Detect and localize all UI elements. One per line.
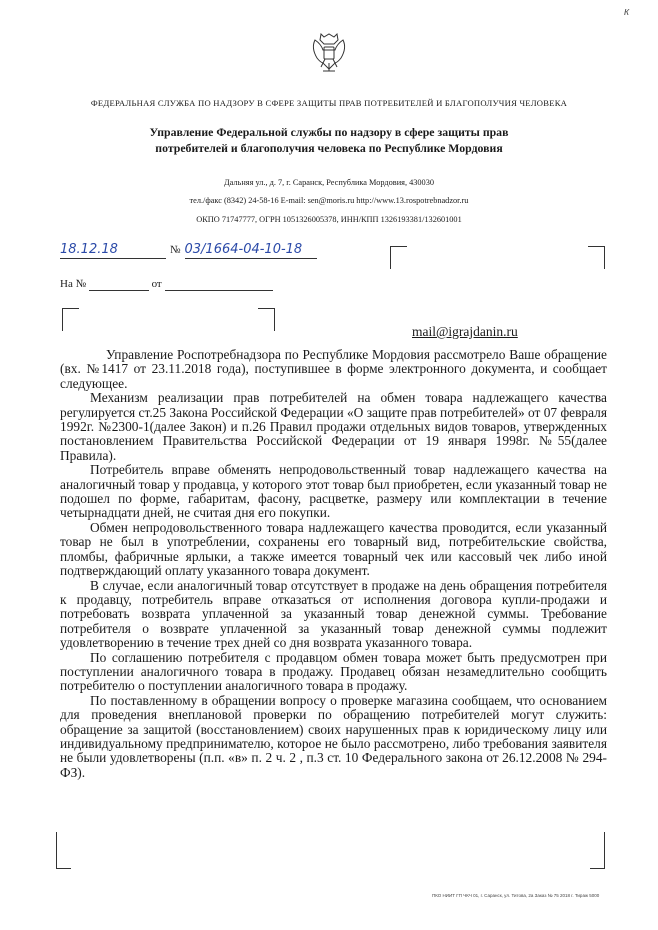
incoming-number-blank <box>89 278 149 291</box>
addressee-frame-top-right <box>258 308 275 331</box>
outgoing-number: 03/1664-04-10-18 <box>184 242 303 257</box>
department-title <box>60 124 598 156</box>
address-frame-top-right <box>588 246 605 269</box>
incoming-from-label: от <box>151 278 162 290</box>
contacts-line: тел./факс (8342) 24-58-16 E-mail: sen@moris.ru http://www.13.rospotrebnadzor.ru <box>189 196 469 205</box>
registry-line: ОКПО 71747777, ОГРН 1051326005378, ИНН/КПП 1326193381/132601001 <box>196 215 462 224</box>
incoming-number-label: На № <box>60 278 87 290</box>
paragraph-2: Механизм реализации прав потребителей на обмен товара надлежащего качества регулируется ст.25 Закона Российской Федерации «О защите прав потребителей» от 07 февраля 1992г. №2300-1(далее Закон) и п.26 Правил продажи отдельных видов товаров, утвержденных постановлением Правительства Российской Федерации от 19 января 1998г. №55(далее Правила). <box>60 390 607 463</box>
incoming-date-blank <box>165 278 273 291</box>
paragraph-6: По соглашению потребителя с продавцом обмен товара может быть предусмотрен при поступлении аналогичного товара в продажу. Продавец обязан незамедлительно сообщить потребителю о поступлении аналогичного товара в продажу. <box>60 649 607 694</box>
outgoing-number-field <box>185 240 317 259</box>
outgoing-date-field <box>60 240 166 259</box>
department-title-line-2: потребителей и благополучия человека по Республике Мордовия <box>155 141 503 155</box>
body-frame-bottom-left <box>56 832 71 869</box>
paragraph-1: Управление Роспотребнадзора по Республике Мордовия рассмотрело Ваше обращение (вх. №1417 от 23.11.2018 года), поступившее в форме электронного документа, и сообщает следующее. <box>60 347 607 391</box>
department-title-line-1: Управление Федеральной службы по надзору в сфере защиты прав <box>149 125 509 139</box>
outgoing-date: 18.12.18 <box>60 242 118 257</box>
address-line: Дальняя ул., д. 7, г. Саранск, Республика Мордовия, 430030 <box>223 178 435 187</box>
coat-of-arms-emblem-icon <box>309 30 349 76</box>
addressee-frame-top-left <box>62 308 79 331</box>
letter-body <box>60 348 607 780</box>
incoming-reference <box>60 278 273 291</box>
paragraph-4: Обмен непродовольственного товара надлежащего качества проводится, если указанный товар не был в употреблении, сохранены его товарный вид, потребительские свойства, пломбы, фабричные ярлыки, а также имеется товарный чек или кассовый чек либо иной подтверждающий оплату указанного товара документ. <box>60 519 607 579</box>
handwritten-corner-mark: к <box>624 6 630 18</box>
outgoing-reference <box>60 240 317 260</box>
outgoing-number-label: № <box>170 244 181 256</box>
print-footer: ПКО НИИТ ГП ЧКЧ 01, г. Саранск, ул. Титова, 2а Заказ № 75 2018 г. Тираж 5000 <box>432 893 600 898</box>
paragraph-3: Потребитель вправе обменять непродовольственный товар надлежащего качества на аналогичный товар у продавца, у которого этот товар был приобретен, если указанный товар не подошел по форме, габаритам, фасону, расцветке, размеру или комплектации в течение четырнадцати дней, не считая дня его покупки. <box>60 462 607 521</box>
recipient-email: mail@igrajdanin.ru <box>412 324 518 339</box>
paragraph-5: В случае, если аналогичный товар отсутствует в продаже на день обращения потребителя к продавцу, потребитель вправе отказаться от исполнения договора купли-продажи и потребовать возврата уплаченной за указанный товар денежной суммы. Требование потребителя о возврате уплаченной за указанный товар денежной суммы подлежит удовлетворению в течение трех дней со дня возврата указанного товара. <box>60 577 607 651</box>
address-frame-top-left <box>390 246 407 269</box>
agency-header: ФЕДЕРАЛЬНАЯ СЛУЖБА ПО НАДЗОРУ В СФЕРЕ ЗАЩИТЫ ПРАВ ПОТРЕБИТЕЛЕЙ И БЛАГОПОЛУЧИЯ ЧЕЛОВЕКА <box>90 98 568 108</box>
paragraph-7: По поставленному в обращении вопросу о проверке магазина сообщаем, что основанием для проведения внеплановой проверки по обращению потребителей могут служить: обращение за защитой (восстановлением) своих нарушенных прав к юридическому лицу или индивидуальному предпринимателю, которое не было рассмотрено, либо требования заявителя не были удовлетворены (п.п. «в» п. 2 ч. 2 , п.3 ст. 10 Федерального закона от 26.12.2008 № 294-ФЗ). <box>60 692 607 780</box>
body-frame-bottom-right <box>590 832 605 869</box>
